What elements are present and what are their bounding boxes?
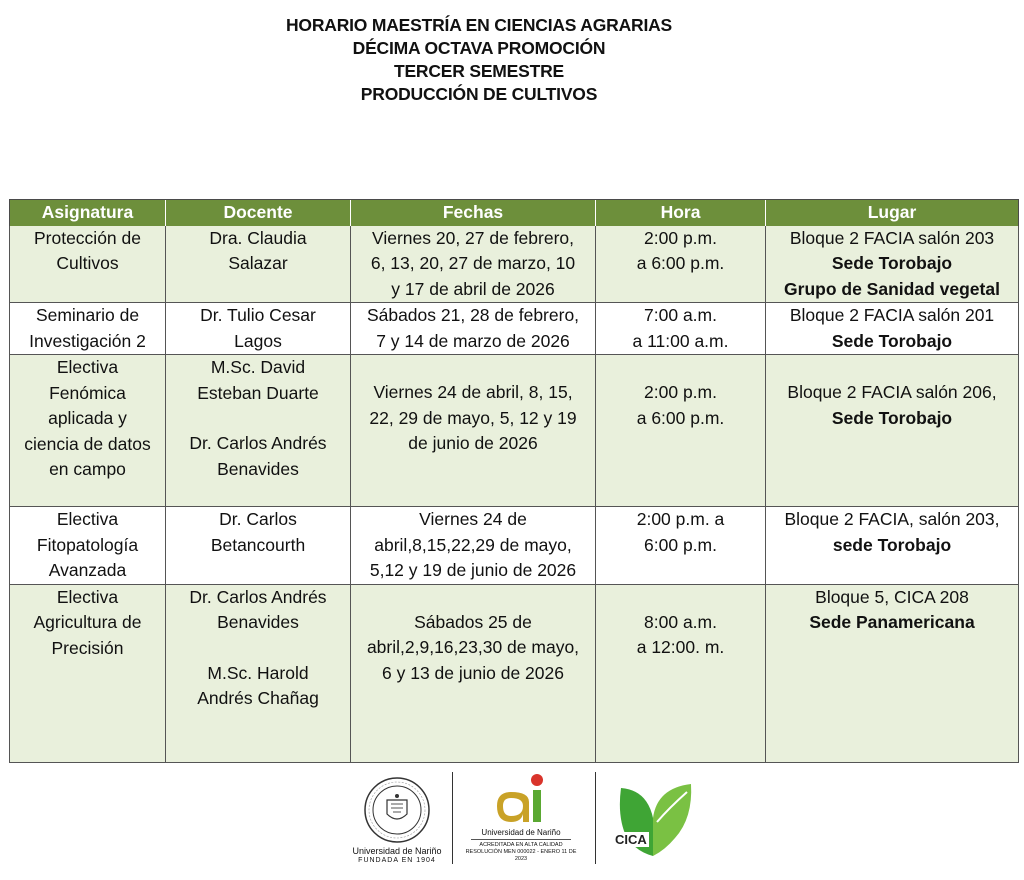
cell-fechas: Sábados 21, 28 de febrero, 7 y 14 de marzo de 2026 [351, 303, 596, 355]
cell-lugar: Bloque 2 FACIA salón 201 Sede Torobajo [766, 303, 1019, 355]
column-header-asignatura: Asignatura [10, 200, 166, 226]
footer-logos [352, 768, 695, 868]
cell-lugar: Bloque 2 FACIA salón 203 Sede Torobajo Grupo de Sanidad vegetal [766, 226, 1019, 303]
cell-fechas: Viernes 20, 27 de febrero, 6, 13, 20, 27 de marzo, 10 y 17 de abril de 2026 [351, 226, 596, 303]
cell-fechas: Sábados 25 de abril,2,9,16,23,30 de mayo, 6 y 13 de junio de 2026 [351, 584, 596, 762]
cell-fechas: Viernes 24 de abril,8,15,22,29 de mayo, 5,12 y 19 de junio de 2026 [351, 507, 596, 585]
cell-docente: M.Sc. David Esteban Duarte Dr. Carlos Andrés Benavides [166, 355, 351, 507]
ai-university-name: Universidad de Nariño [481, 828, 561, 837]
header-line-1: HORARIO MAESTRÍA EN CIENCIAS AGRARIAS [285, 15, 673, 35]
cica-label: CICA [615, 832, 647, 847]
cell-fechas: Viernes 24 de abril, 8, 15, 22, 29 de mayo, 5, 12 y 19 de junio de 2026 [351, 355, 596, 507]
cell-hora: 7:00 a.m. a 11:00 a.m. [596, 303, 766, 355]
header-line-4: PRODUCCIÓN DE CULTIVOS [360, 84, 598, 104]
table-row [10, 507, 1019, 585]
table-row [10, 584, 1019, 762]
udenar-founded: FUNDADA EN 1904 [358, 857, 436, 864]
table-header-row [10, 200, 1019, 226]
cell-asignatura: Electiva Agricultura de Precisión [10, 584, 166, 762]
header-line-3: TERCER SEMESTRE [393, 61, 565, 81]
cell-asignatura: Seminario de Investigación 2 [10, 303, 166, 355]
cell-docente: Dr. Carlos Betancourth [166, 507, 351, 585]
ai-accreditation-text: ACREDITADA EN ALTA CALIDAD [479, 842, 563, 848]
logo-divider [595, 772, 596, 864]
cell-asignatura: Electiva Fenómica aplicada y ciencia de datos en campo [10, 355, 166, 507]
cell-docente: Dra. Claudia Salazar [166, 226, 351, 303]
cell-docente: Dr. Tulio Cesar Lagos [166, 303, 351, 355]
table-row [10, 226, 1019, 303]
ai-mark-icon [491, 772, 551, 828]
udenar-name: Universidad de Nariño [352, 846, 442, 856]
cell-hora: 2:00 p.m. a 6:00 p.m. [596, 226, 766, 303]
column-header-docente: Docente [166, 200, 351, 226]
cell-hora: 2:00 p.m. a 6:00 p.m. [596, 507, 766, 585]
cell-hora: 2:00 p.m. a 6:00 p.m. [596, 355, 766, 507]
cell-lugar: Bloque 5, CICA 208 Sede Panamericana [766, 584, 1019, 762]
header-line-2: DÉCIMA OCTAVA PROMOCIÓN [352, 38, 606, 58]
cell-lugar: Bloque 2 FACIA, salón 203, sede Torobajo [766, 507, 1019, 585]
cell-hora: 8:00 a.m. a 12:00. m. [596, 584, 766, 762]
cell-docente: Dr. Carlos Andrés Benavides M.Sc. Harold Andrés Chañag [166, 584, 351, 762]
schedule-table [9, 199, 1019, 763]
ai-accreditation-logo [465, 768, 577, 868]
column-header-lugar: Lugar [766, 200, 1019, 226]
cell-asignatura: Protección de Cultivos [10, 226, 166, 303]
cell-lugar: Bloque 2 FACIA salón 206, Sede Torobajo [766, 355, 1019, 507]
logo-divider [452, 772, 453, 864]
table-row [10, 303, 1019, 355]
udenar-seal-icon [363, 776, 431, 844]
column-header-fechas: Fechas [351, 200, 596, 226]
column-header-hora: Hora [596, 200, 766, 226]
cica-logo [609, 774, 695, 864]
cell-asignatura: Electiva Fitopatología Avanzada [10, 507, 166, 585]
table-row [10, 355, 1019, 507]
document-header [0, 14, 958, 106]
ai-resolution-text: RESOLUCIÓN MEN 000022 - ENERO 11 DE 2023 [465, 849, 577, 862]
